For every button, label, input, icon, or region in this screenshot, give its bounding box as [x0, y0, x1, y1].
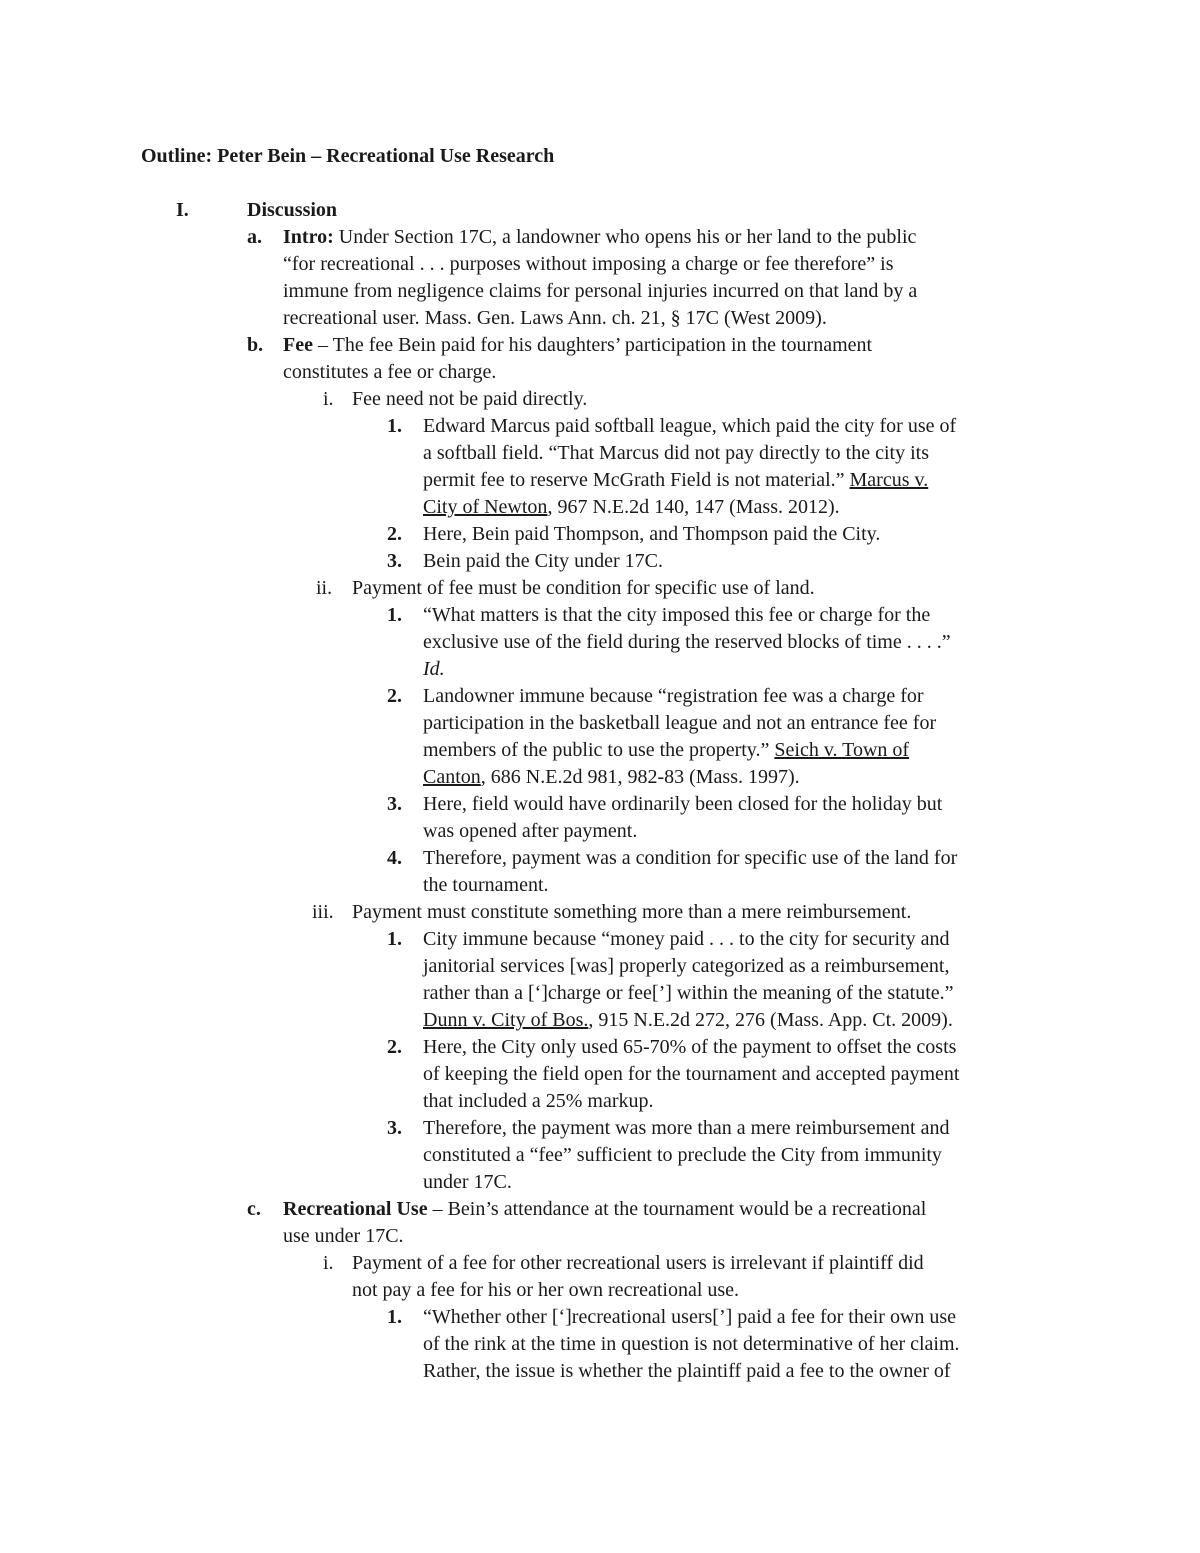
paragraph-line: of keeping the field open for the tournament and accepted payment — [423, 1063, 960, 1085]
number-marker: 1. — [387, 1306, 402, 1328]
paragraph-line — [423, 494, 840, 521]
number-marker: 3. — [387, 793, 402, 815]
item-label: Recreational Use — [283, 1198, 428, 1220]
case-name: Seich v. Town of — [774, 739, 910, 761]
item-marker: b. — [247, 334, 264, 356]
case-name: Marcus v. — [849, 469, 929, 491]
paragraph-line: participation in the basketball league and not an entrance fee for — [423, 712, 937, 734]
paragraph-line: “for recreational . . . purposes without imposing a charge or fee therefore” is — [283, 253, 894, 275]
paragraph-line: that included a 25% markup. — [423, 1090, 654, 1112]
paragraph-line — [423, 467, 928, 494]
paragraph-line: a softball field. “That Marcus did not pay directly to the city its — [423, 442, 929, 464]
paragraph-line: Edward Marcus paid softball league, which paid the city for use of — [423, 415, 957, 437]
citation: , 915 N.E.2d 272, 276 (Mass. App. Ct. 2009). — [588, 1009, 953, 1031]
paragraph-line: immune from negligence claims for personal injuries incurred on that land by a — [283, 280, 918, 302]
text-run: members of the public to use the property.” — [423, 739, 775, 761]
number-marker: 2. — [387, 523, 402, 545]
text-run: – Bein’s attendance at the tournament would be a recreational — [427, 1198, 927, 1220]
page-title: Outline: Peter Bein – Recreational Use Research — [141, 145, 555, 167]
number-marker: 1. — [387, 604, 402, 626]
paragraph-line: Fee need not be paid directly. — [352, 388, 588, 410]
text-run: – The fee Bein paid for his daughters’ participation in the tournament — [312, 334, 873, 356]
paragraph-line: “Whether other [‘]recreational users[’] paid a fee for their own use — [423, 1306, 957, 1328]
paragraph-line: under 17C. — [423, 1171, 512, 1193]
text-run: Under Section 17C, a landowner who opens his or her land to the public — [333, 226, 917, 248]
paragraph-line: Payment of fee must be condition for specific use of land. — [352, 577, 815, 599]
case-name: Canton — [423, 766, 481, 788]
paragraph-line — [283, 1196, 926, 1223]
section-heading: Discussion — [247, 199, 338, 221]
paragraph-line: recreational user. Mass. Gen. Laws Ann. ch. 21, § 17C (West 2009). — [283, 307, 827, 329]
number-marker: 1. — [387, 928, 402, 950]
subitem-marker: iii. — [312, 901, 334, 923]
number-marker: 3. — [387, 1117, 402, 1139]
paragraph-line — [283, 224, 916, 251]
subitem-marker: i. — [323, 1252, 334, 1274]
paragraph-line: Landowner immune because “registration fee was a charge for — [423, 685, 924, 707]
paragraph-line: Rather, the issue is whether the plaintiff paid a fee to the owner of — [423, 1360, 951, 1382]
paragraph-line: janitorial services [was] properly categorized as a reimbursement, — [423, 955, 950, 977]
subitem-marker: i. — [323, 388, 334, 410]
paragraph-line: of the rink at the time in question is not determinative of her claim. — [423, 1333, 960, 1355]
paragraph-line: City immune because “money paid . . . to the city for security and — [423, 928, 950, 950]
number-marker: 2. — [387, 685, 402, 707]
paragraph-line — [423, 764, 800, 791]
item-label: Intro: — [283, 226, 334, 248]
paragraph-line: Here, the City only used 65-70% of the payment to offset the costs — [423, 1036, 957, 1058]
item-marker: a. — [247, 226, 262, 248]
paragraph-line: not pay a fee for his or her own recreational use. — [352, 1279, 740, 1301]
citation: , 686 N.E.2d 981, 982-83 (Mass. 1997). — [480, 766, 800, 788]
number-marker: 2. — [387, 1036, 402, 1058]
paragraph-line: constitutes a fee or charge. — [283, 361, 497, 383]
paragraph-line: Here, Bein paid Thompson, and Thompson paid the City. — [423, 523, 881, 545]
paragraph-line — [423, 737, 909, 764]
citation-id: Id. — [423, 658, 445, 680]
case-name: Dunn v. City of Bos. — [423, 1009, 589, 1031]
number-marker: 3. — [387, 550, 402, 572]
subitem-marker: ii. — [316, 577, 333, 599]
paragraph-line: constituted a “fee” sufficient to preclude the City from immunity — [423, 1144, 942, 1166]
case-name: City of Newton — [423, 496, 548, 518]
paragraph-line: Payment of a fee for other recreational users is irrelevant if plaintiff did — [352, 1252, 924, 1274]
paragraph-line — [283, 332, 872, 359]
section-marker: I. — [176, 199, 189, 221]
paragraph-line — [423, 1007, 953, 1034]
paragraph-line: Here, field would have ordinarily been closed for the holiday but — [423, 793, 943, 815]
number-marker: 1. — [387, 415, 402, 437]
number-marker: 4. — [387, 847, 402, 869]
item-marker: c. — [247, 1198, 261, 1220]
text-run: permit fee to reserve McGrath Field is not material.” — [423, 469, 850, 491]
paragraph-line: Bein paid the City under 17C. — [423, 550, 663, 572]
paragraph-line: was opened after payment. — [423, 820, 638, 842]
paragraph-line: exclusive use of the field during the reserved blocks of time . . . .” — [423, 631, 951, 653]
paragraph-line: the tournament. — [423, 874, 549, 896]
citation: , 967 N.E.2d 140, 147 (Mass. 2012). — [547, 496, 840, 518]
item-label: Fee — [283, 334, 313, 356]
paragraph-line: Therefore, payment was a condition for specific use of the land for — [423, 847, 958, 869]
paragraph-line: Therefore, the payment was more than a mere reimbursement and — [423, 1117, 950, 1139]
paragraph-line: Payment must constitute something more than a mere reimbursement. — [352, 901, 912, 923]
paragraph-line: rather than a [‘]charge or fee[’] within the meaning of the statute.” — [423, 982, 954, 1004]
paragraph-line: use under 17C. — [283, 1225, 404, 1247]
paragraph-line: “What matters is that the city imposed this fee or charge for the — [423, 604, 931, 626]
